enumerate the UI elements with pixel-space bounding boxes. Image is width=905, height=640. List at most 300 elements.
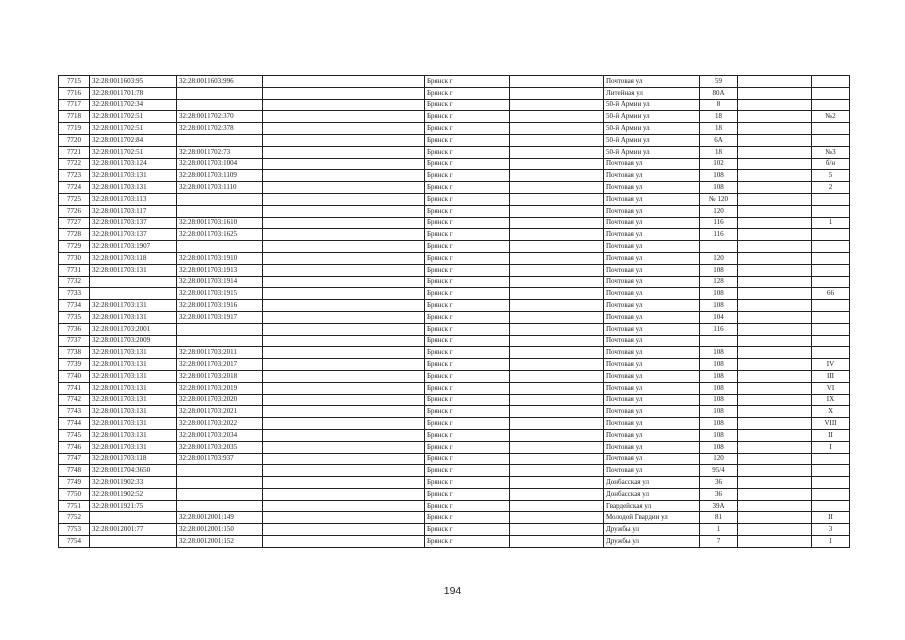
cadastral-object-cell <box>177 87 263 99</box>
cadastral-object-cell: 32:28:0011703:2035 <box>177 441 263 453</box>
cadastral-parcel-cell: 32:28:0011702:51 <box>90 146 177 158</box>
table-row <box>59 205 850 217</box>
blank-cell <box>738 146 812 158</box>
room-number-cell <box>812 465 850 477</box>
room-number-cell: 3 <box>812 524 850 536</box>
blank-cell <box>738 76 812 88</box>
blank-cell <box>738 300 812 312</box>
table-row <box>59 347 850 359</box>
row-number-cell: 7748 <box>59 465 90 477</box>
blank-cell <box>738 170 812 182</box>
city-cell: Брянск г <box>425 488 510 500</box>
street-cell: Почтовая ул <box>604 217 700 229</box>
city-cell: Брянск г <box>425 524 510 536</box>
table-row <box>59 465 850 477</box>
blank-cell <box>263 394 425 406</box>
cadastral-object-cell: 32:28:0012001:149 <box>177 512 263 524</box>
cadastral-object-cell: 32:28:0012001:152 <box>177 536 263 548</box>
cadastral-object-cell: 32:28:0011703:2011 <box>177 347 263 359</box>
blank-cell <box>263 477 425 489</box>
blank-cell <box>738 217 812 229</box>
table-row <box>59 193 850 205</box>
table-row <box>59 524 850 536</box>
cadastral-parcel-cell: 32:28:0011921:75 <box>90 500 177 512</box>
street-cell: Почтовая ул <box>604 311 700 323</box>
house-number-cell: 128 <box>700 276 738 288</box>
blank-cell <box>510 382 604 394</box>
blank-cell <box>738 382 812 394</box>
blank-cell <box>738 252 812 264</box>
room-number-cell: 2 <box>812 182 850 194</box>
cadastral-object-cell <box>177 335 263 347</box>
cadastral-object-cell: 32:28:0011703:1910 <box>177 252 263 264</box>
row-number-cell: 7727 <box>59 217 90 229</box>
city-cell: Брянск г <box>425 429 510 441</box>
blank-cell <box>738 441 812 453</box>
blank-cell <box>510 276 604 288</box>
row-number-cell: 7751 <box>59 500 90 512</box>
row-number-cell: 7737 <box>59 335 90 347</box>
city-cell: Брянск г <box>425 193 510 205</box>
street-cell: Почтовая ул <box>604 170 700 182</box>
cadastral-parcel-cell <box>90 288 177 300</box>
cadastral-object-cell <box>177 99 263 111</box>
cadastral-object-cell <box>177 465 263 477</box>
room-number-cell: 66 <box>812 288 850 300</box>
row-number-cell: 7742 <box>59 394 90 406</box>
cadastral-parcel-cell: 32:28:0011603:95 <box>90 76 177 88</box>
street-cell: Почтовая ул <box>604 182 700 194</box>
city-cell: Брянск г <box>425 465 510 477</box>
blank-cell <box>510 264 604 276</box>
cadastral-parcel-cell: 32:28:0011902:33 <box>90 477 177 489</box>
room-number-cell: IX <box>812 394 850 406</box>
house-number-cell: 108 <box>700 300 738 312</box>
cadastral-parcel-cell: 32:28:0011703:131 <box>90 429 177 441</box>
room-number-cell <box>812 205 850 217</box>
blank-cell <box>738 524 812 536</box>
row-number-cell: 7728 <box>59 229 90 241</box>
room-number-cell <box>812 99 850 111</box>
street-cell: Почтовая ул <box>604 229 700 241</box>
house-number-cell: 39А <box>700 500 738 512</box>
blank-cell <box>263 134 425 146</box>
blank-cell <box>510 311 604 323</box>
cadastral-object-cell <box>177 205 263 217</box>
cadastral-parcel-cell <box>90 512 177 524</box>
cadastral-parcel-cell: 32:28:0011703:137 <box>90 217 177 229</box>
cadastral-parcel-cell: 32:28:0011902:52 <box>90 488 177 500</box>
blank-cell <box>510 205 604 217</box>
table-row <box>59 500 850 512</box>
room-number-cell <box>812 241 850 253</box>
street-cell: Почтовая ул <box>604 252 700 264</box>
cadastral-parcel-cell: 32:28:0011703:131 <box>90 441 177 453</box>
table-row <box>59 382 850 394</box>
table-row <box>59 488 850 500</box>
house-number-cell: 108 <box>700 418 738 430</box>
room-number-cell <box>812 264 850 276</box>
blank-cell <box>510 335 604 347</box>
blank-cell <box>263 323 425 335</box>
house-number-cell: 18 <box>700 123 738 135</box>
blank-cell <box>510 146 604 158</box>
blank-cell <box>738 276 812 288</box>
blank-cell <box>263 288 425 300</box>
table-row <box>59 276 850 288</box>
row-number-cell: 7744 <box>59 418 90 430</box>
cadastral-object-cell: 32:28:0011703:2018 <box>177 370 263 382</box>
city-cell: Брянск г <box>425 441 510 453</box>
blank-cell <box>510 123 604 135</box>
row-number-cell: 7724 <box>59 182 90 194</box>
blank-cell <box>738 453 812 465</box>
house-number-cell: 108 <box>700 441 738 453</box>
blank-cell <box>510 252 604 264</box>
blank-cell <box>510 99 604 111</box>
cadastral-parcel-cell: 32:28:0011703:131 <box>90 359 177 371</box>
cadastral-parcel-cell: 32:28:0011703:2001 <box>90 323 177 335</box>
cadastral-object-cell: 32:28:0011703:1916 <box>177 300 263 312</box>
table-row <box>59 512 850 524</box>
blank-cell <box>738 500 812 512</box>
cadastral-object-cell: 32:28:0011703:1625 <box>177 229 263 241</box>
room-number-cell <box>812 252 850 264</box>
blank-cell <box>510 500 604 512</box>
row-number-cell: 7720 <box>59 134 90 146</box>
room-number-cell <box>812 323 850 335</box>
blank-cell <box>510 111 604 123</box>
room-number-cell <box>812 87 850 99</box>
blank-cell <box>263 465 425 477</box>
row-number-cell: 7754 <box>59 536 90 548</box>
cadastral-object-cell <box>177 500 263 512</box>
cadastral-parcel-cell: 32:28:0011703:124 <box>90 158 177 170</box>
city-cell: Брянск г <box>425 311 510 323</box>
row-number-cell: 7732 <box>59 276 90 288</box>
blank-cell <box>738 394 812 406</box>
cadastral-object-cell: 32:28:0011703:2020 <box>177 394 263 406</box>
city-cell: Брянск г <box>425 453 510 465</box>
city-cell: Брянск г <box>425 359 510 371</box>
row-number-cell: 7746 <box>59 441 90 453</box>
blank-cell <box>510 453 604 465</box>
blank-cell <box>510 406 604 418</box>
row-number-cell: 7739 <box>59 359 90 371</box>
house-number-cell: 108 <box>700 347 738 359</box>
cadastral-object-cell: 32:28:0011703:937 <box>177 453 263 465</box>
table-row <box>59 335 850 347</box>
street-cell: Почтовая ул <box>604 193 700 205</box>
house-number-cell: 108 <box>700 382 738 394</box>
blank-cell <box>263 500 425 512</box>
street-cell: 50-й Армии ул <box>604 111 700 123</box>
cadastral-object-cell: 32:28:0011702:73 <box>177 146 263 158</box>
blank-cell <box>738 205 812 217</box>
house-number-cell: 108 <box>700 359 738 371</box>
cadastral-parcel-cell: 32:28:0011702:51 <box>90 123 177 135</box>
city-cell: Брянск г <box>425 264 510 276</box>
cadastral-object-cell: 32:28:0011703:2034 <box>177 429 263 441</box>
street-cell: 50-й Армии ул <box>604 134 700 146</box>
street-cell: Почтовая ул <box>604 335 700 347</box>
city-cell: Брянск г <box>425 477 510 489</box>
blank-cell <box>510 465 604 477</box>
blank-cell <box>263 524 425 536</box>
house-number-cell: 80А <box>700 87 738 99</box>
blank-cell <box>738 465 812 477</box>
street-cell: Литейная ул <box>604 87 700 99</box>
room-number-cell <box>812 134 850 146</box>
blank-cell <box>738 134 812 146</box>
table-row <box>59 323 850 335</box>
room-number-cell: 5 <box>812 170 850 182</box>
row-number-cell: 7745 <box>59 429 90 441</box>
street-cell: Почтовая ул <box>604 276 700 288</box>
street-cell: Почтовая ул <box>604 441 700 453</box>
table-row <box>59 217 850 229</box>
blank-cell <box>263 170 425 182</box>
house-number-cell: 108 <box>700 429 738 441</box>
street-cell: 50-й Армии ул <box>604 99 700 111</box>
row-number-cell: 7735 <box>59 311 90 323</box>
blank-cell <box>263 264 425 276</box>
blank-cell <box>263 146 425 158</box>
table-row <box>59 288 850 300</box>
room-number-cell <box>812 193 850 205</box>
city-cell: Брянск г <box>425 347 510 359</box>
house-number-cell: 120 <box>700 453 738 465</box>
blank-cell <box>510 477 604 489</box>
blank-cell <box>738 288 812 300</box>
row-number-cell: 7738 <box>59 347 90 359</box>
blank-cell <box>263 99 425 111</box>
blank-cell <box>263 370 425 382</box>
cadastral-parcel-cell: 32:28:0011702:51 <box>90 111 177 123</box>
cadastral-parcel-cell: 32:28:0011703:131 <box>90 182 177 194</box>
table-row <box>59 134 850 146</box>
cadastral-object-cell: 32:28:0011703:2017 <box>177 359 263 371</box>
blank-cell <box>738 488 812 500</box>
cadastral-parcel-cell: 32:28:0011704:3650 <box>90 465 177 477</box>
house-number-cell: 7 <box>700 536 738 548</box>
blank-cell <box>738 87 812 99</box>
city-cell: Брянск г <box>425 276 510 288</box>
house-number-cell: 1 <box>700 524 738 536</box>
city-cell: Брянск г <box>425 536 510 548</box>
house-number-cell: 104 <box>700 311 738 323</box>
cadastral-parcel-cell: 32:28:0011703:1907 <box>90 241 177 253</box>
house-number-cell: 81 <box>700 512 738 524</box>
room-number-cell <box>812 76 850 88</box>
row-number-cell: 7718 <box>59 111 90 123</box>
blank-cell <box>263 123 425 135</box>
row-number-cell: 7752 <box>59 512 90 524</box>
blank-cell <box>263 453 425 465</box>
street-cell: Почтовая ул <box>604 453 700 465</box>
row-number-cell: 7741 <box>59 382 90 394</box>
city-cell: Брянск г <box>425 146 510 158</box>
blank-cell <box>738 406 812 418</box>
blank-cell <box>263 87 425 99</box>
street-cell: Донбасская ул <box>604 477 700 489</box>
cadastral-parcel-cell <box>90 276 177 288</box>
city-cell: Брянск г <box>425 87 510 99</box>
city-cell: Брянск г <box>425 394 510 406</box>
cadastral-parcel-cell: 32:28:0011702:34 <box>90 99 177 111</box>
house-number-cell: 120 <box>700 252 738 264</box>
table-row <box>59 300 850 312</box>
street-cell: Почтовая ул <box>604 382 700 394</box>
table-row <box>59 394 850 406</box>
room-number-cell: 1 <box>812 536 850 548</box>
blank-cell <box>510 300 604 312</box>
blank-cell <box>263 382 425 394</box>
row-number-cell: 7721 <box>59 146 90 158</box>
street-cell: Почтовая ул <box>604 370 700 382</box>
table-row <box>59 241 850 253</box>
blank-cell <box>738 123 812 135</box>
cadastral-object-cell: 32:28:0011703:2022 <box>177 418 263 430</box>
city-cell: Брянск г <box>425 512 510 524</box>
city-cell: Брянск г <box>425 335 510 347</box>
city-cell: Брянск г <box>425 252 510 264</box>
blank-cell <box>263 488 425 500</box>
cadastral-object-cell: 32:28:0011703:1610 <box>177 217 263 229</box>
city-cell: Брянск г <box>425 99 510 111</box>
street-cell: Почтовая ул <box>604 264 700 276</box>
city-cell: Брянск г <box>425 158 510 170</box>
house-number-cell: № 120 <box>700 193 738 205</box>
blank-cell <box>263 217 425 229</box>
blank-cell <box>263 406 425 418</box>
row-number-cell: 7740 <box>59 370 90 382</box>
table-row <box>59 441 850 453</box>
city-cell: Брянск г <box>425 134 510 146</box>
city-cell: Брянск г <box>425 76 510 88</box>
row-number-cell: 7749 <box>59 477 90 489</box>
room-number-cell <box>812 276 850 288</box>
cadastral-object-cell: 32:28:0011703:1913 <box>177 264 263 276</box>
blank-cell <box>738 111 812 123</box>
blank-cell <box>738 370 812 382</box>
row-number-cell: 7730 <box>59 252 90 264</box>
cadastral-parcel-cell: 32:28:0011703:131 <box>90 418 177 430</box>
street-cell: 50-й Армии ул <box>604 123 700 135</box>
table-row <box>59 406 850 418</box>
city-cell: Брянск г <box>425 241 510 253</box>
blank-cell <box>510 536 604 548</box>
house-number-cell: 108 <box>700 406 738 418</box>
house-number-cell: 95/4 <box>700 465 738 477</box>
row-number-cell: 7719 <box>59 123 90 135</box>
street-cell: Почтовая ул <box>604 465 700 477</box>
row-number-cell: 7733 <box>59 288 90 300</box>
house-number-cell: 18 <box>700 146 738 158</box>
cadastral-object-cell: 32:28:0011703:2019 <box>177 382 263 394</box>
house-number-cell <box>700 241 738 253</box>
blank-cell <box>510 170 604 182</box>
cadastral-parcel-cell <box>90 536 177 548</box>
blank-cell <box>738 229 812 241</box>
blank-cell <box>263 182 425 194</box>
house-number-cell: 108 <box>700 288 738 300</box>
blank-cell <box>510 512 604 524</box>
blank-cell <box>738 347 812 359</box>
cadastral-parcel-cell: 32:28:0011703:131 <box>90 347 177 359</box>
row-number-cell: 7722 <box>59 158 90 170</box>
street-cell: Гвардейская ул <box>604 500 700 512</box>
city-cell: Брянск г <box>425 217 510 229</box>
city-cell: Брянск г <box>425 500 510 512</box>
city-cell: Брянск г <box>425 182 510 194</box>
blank-cell <box>738 311 812 323</box>
row-number-cell: 7747 <box>59 453 90 465</box>
street-cell: Почтовая ул <box>604 394 700 406</box>
room-number-cell: №3 <box>812 146 850 158</box>
row-number-cell: 7731 <box>59 264 90 276</box>
house-number-cell: 8 <box>700 99 738 111</box>
blank-cell <box>738 158 812 170</box>
table-row <box>59 536 850 548</box>
row-number-cell: 7743 <box>59 406 90 418</box>
house-number-cell: 108 <box>700 370 738 382</box>
blank-cell <box>510 418 604 430</box>
street-cell: Дружбы ул <box>604 524 700 536</box>
street-cell: Почтовая ул <box>604 347 700 359</box>
blank-cell <box>738 512 812 524</box>
blank-cell <box>510 359 604 371</box>
row-number-cell: 7750 <box>59 488 90 500</box>
row-number-cell: 7717 <box>59 99 90 111</box>
house-number-cell: 108 <box>700 170 738 182</box>
blank-cell <box>510 76 604 88</box>
blank-cell <box>263 252 425 264</box>
blank-cell <box>510 217 604 229</box>
room-number-cell <box>812 500 850 512</box>
table-row <box>59 99 850 111</box>
blank-cell <box>738 359 812 371</box>
cadastral-object-cell: 32:28:0011702:378 <box>177 123 263 135</box>
blank-cell <box>738 335 812 347</box>
house-number-cell <box>700 335 738 347</box>
cadastral-object-cell <box>177 488 263 500</box>
house-number-cell: 108 <box>700 182 738 194</box>
street-cell: Почтовая ул <box>604 418 700 430</box>
room-number-cell: VI <box>812 382 850 394</box>
street-cell: Почтовая ул <box>604 158 700 170</box>
house-number-cell: 120 <box>700 205 738 217</box>
row-number-cell: 7734 <box>59 300 90 312</box>
cadastral-parcel-cell: 32:28:0011703:137 <box>90 229 177 241</box>
city-cell: Брянск г <box>425 205 510 217</box>
table-row <box>59 229 850 241</box>
room-number-cell <box>812 477 850 489</box>
table-row <box>59 170 850 182</box>
table-row <box>59 429 850 441</box>
blank-cell <box>263 512 425 524</box>
row-number-cell: 7736 <box>59 323 90 335</box>
city-cell: Брянск г <box>425 288 510 300</box>
cadastral-object-cell <box>177 477 263 489</box>
cadastral-parcel-cell: 32:28:0011703:131 <box>90 394 177 406</box>
cadastral-object-cell: 32:28:0012001:150 <box>177 524 263 536</box>
room-number-cell <box>812 488 850 500</box>
row-number-cell: 7725 <box>59 193 90 205</box>
cadastral-parcel-cell: 32:28:0011703:117 <box>90 205 177 217</box>
city-cell: Брянск г <box>425 370 510 382</box>
street-cell: Почтовая ул <box>604 429 700 441</box>
